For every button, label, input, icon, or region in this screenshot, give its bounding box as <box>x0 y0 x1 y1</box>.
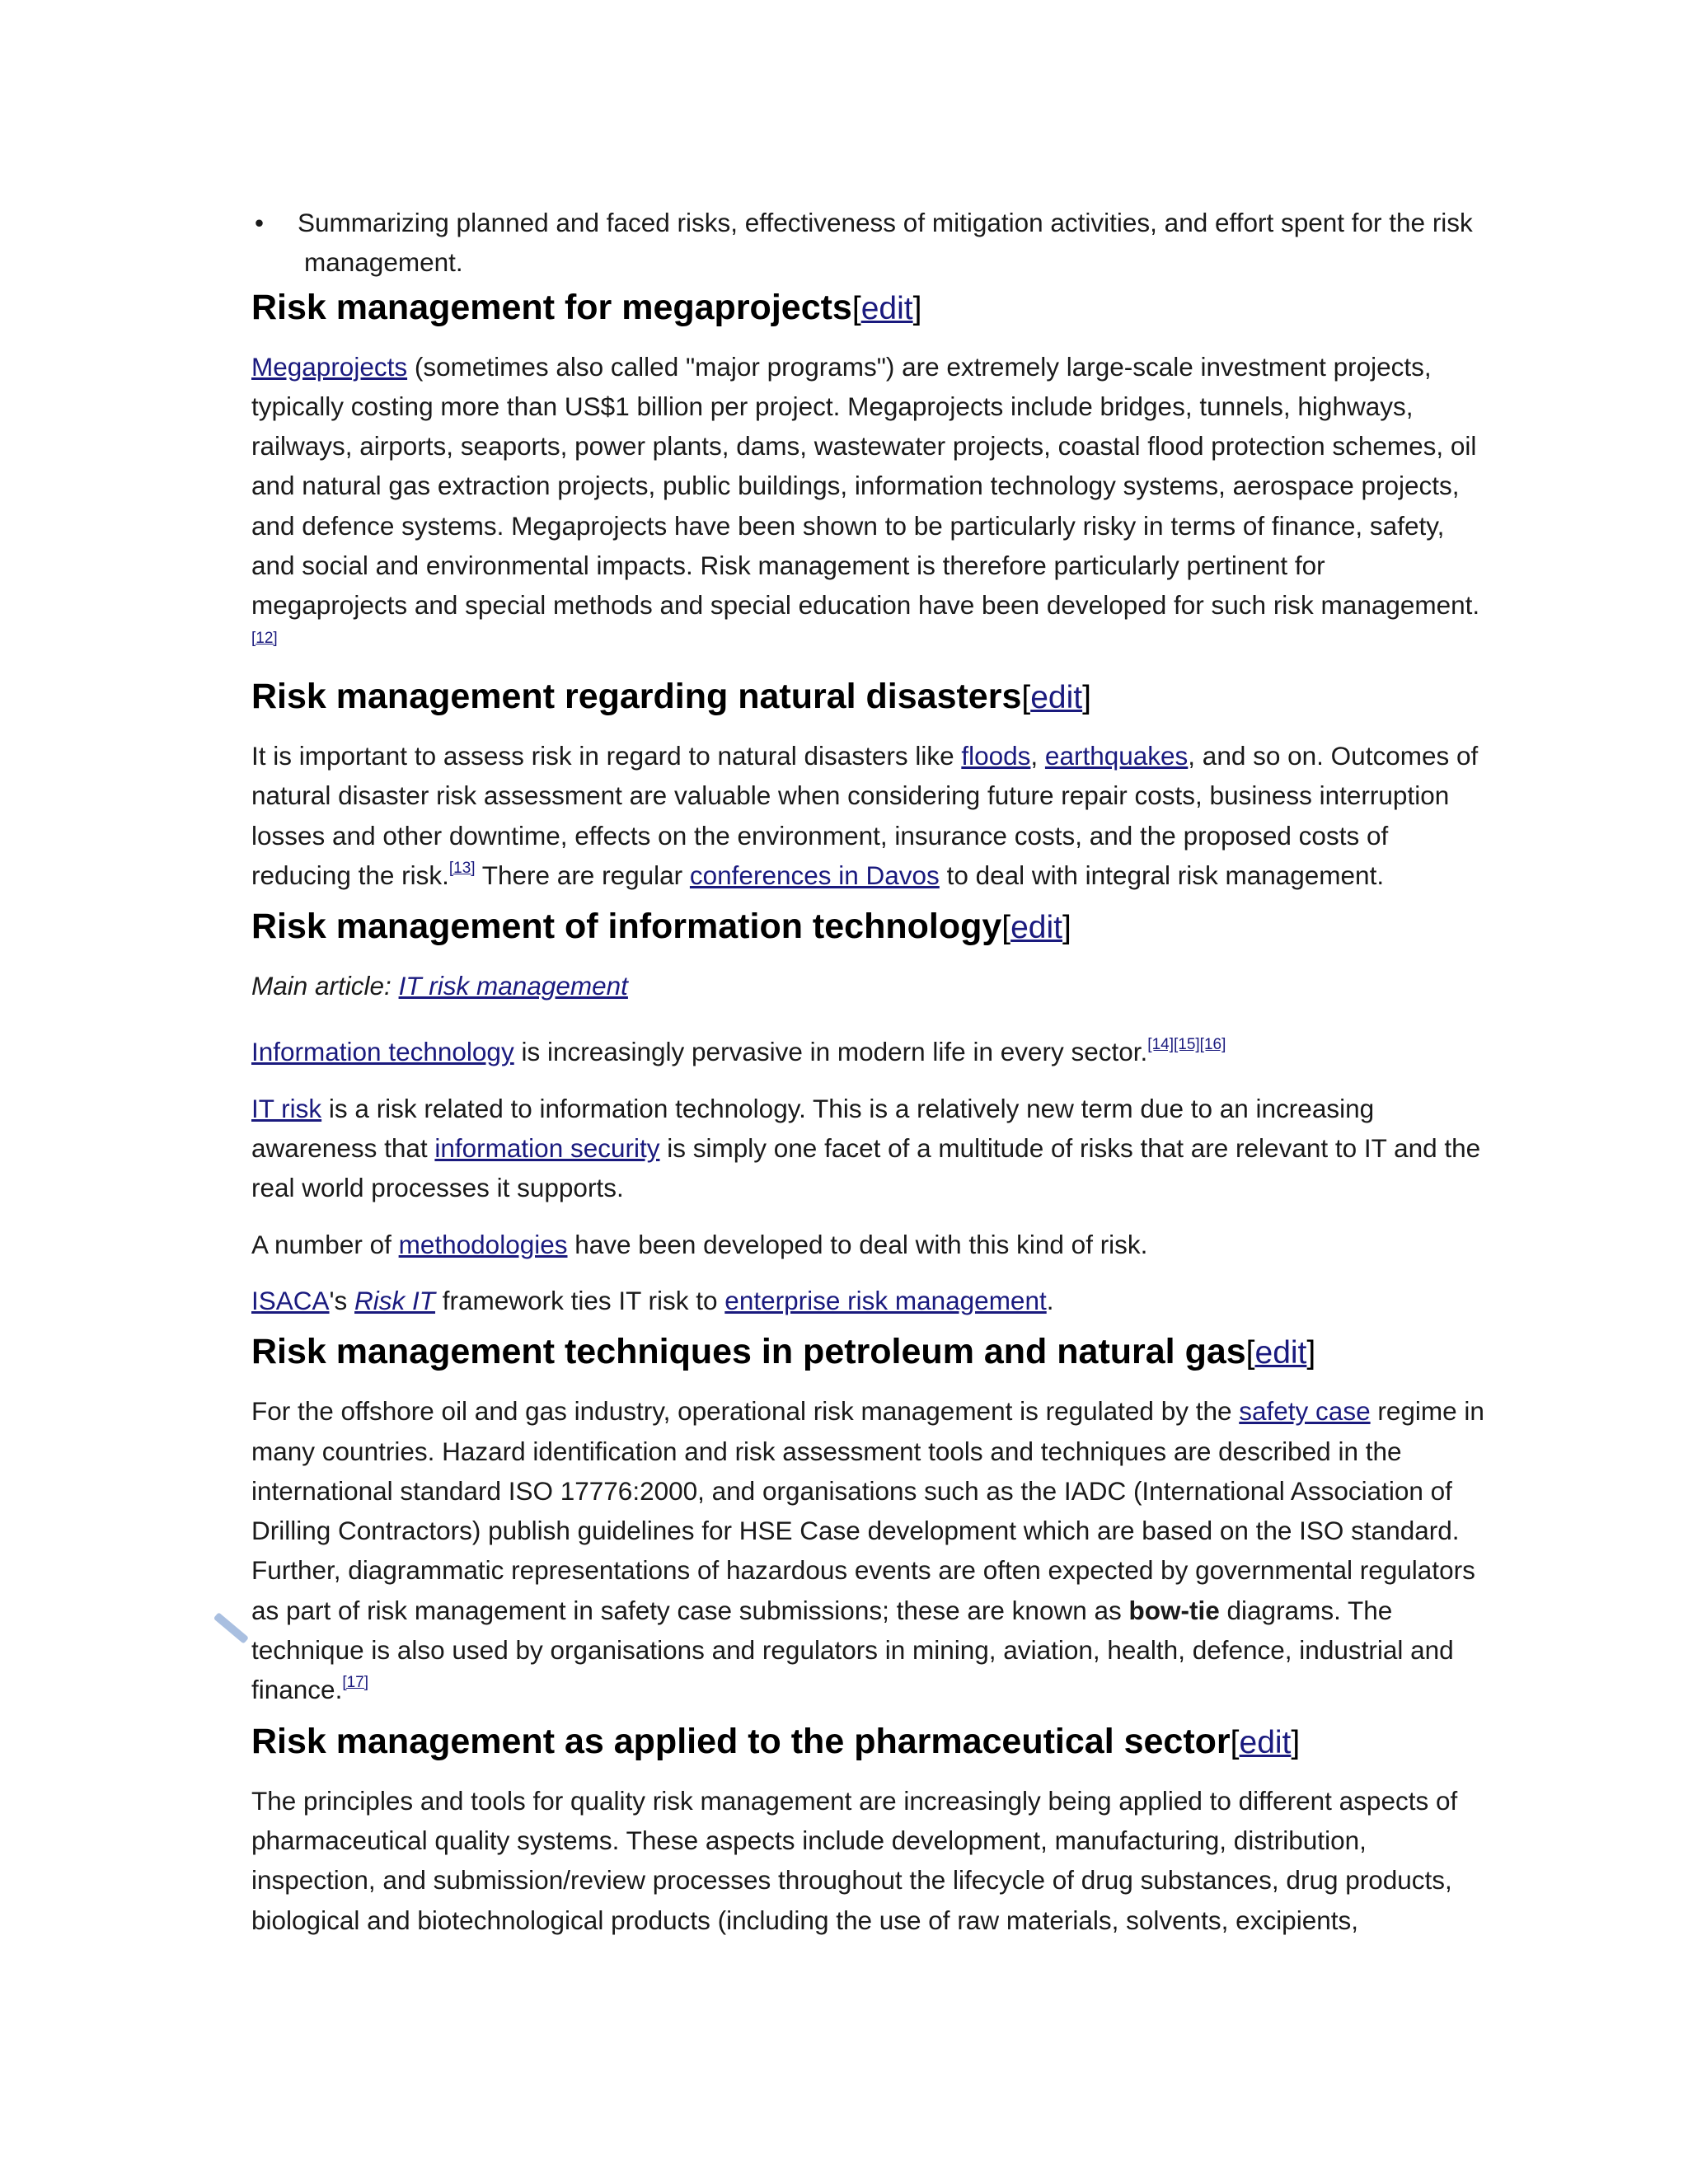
paragraph-it-risk: IT risk is a risk related to information technology. This is a relatively new term due to an increasing awareness that information security is simply one facet of a multitude of risks that are relevant to IT and the real world processes it supports. <box>251 1093 1481 1203</box>
paragraph-it-pervasive: Information technology is increasingly pervasive in modern life in every sector.[14][15][16] <box>251 1036 1226 1067</box>
ref-13[interactable]: [13] <box>448 859 476 877</box>
ref-17[interactable]: [17] <box>342 1674 369 1692</box>
paragraph-petroleum: For the offshore oil and gas industry, operational risk management is regulated by the safety case regime in many countries. Hazard identification and risk assessment tools and techniques are described in the international standard ISO 17776:2000, and organisations such as the IADC (International Association of Drilling Contractors) publish guidelines for HSE Case development which are based on the ISO standard. Further, diagrammatic representations of hazardous events are often expected by governmental regulators as part of risk management in safety case submissions; these are known as bow-tie diagrams. The technique is also used by organisations and regulators in mining, aviation, health, defence, industrial and finance.[17] <box>251 1396 1484 1705</box>
bold-bow-tie: bow-tie <box>1128 1595 1220 1625</box>
bullet-dot: • <box>255 208 265 237</box>
bullet-line-2: management. <box>304 247 463 278</box>
hatnote-main-article: Main article: IT risk management <box>251 971 628 1001</box>
link-it-risk-management[interactable]: IT risk management <box>398 971 628 1001</box>
bullet-line-1: Summarizing planned and faced risks, effectiveness of mitigation activities, and effort spent for the risk <box>298 208 1473 237</box>
heading-megaprojects-text: Risk management for megaprojects <box>251 287 852 327</box>
refs-14-15-16[interactable]: [14][15][16] <box>1147 1036 1226 1054</box>
link-megaprojects[interactable]: Megaprojects <box>251 351 408 382</box>
paragraph-methodologies: A number of methodologies have been developed to deal with this kind of risk. <box>251 1229 1148 1259</box>
heading-information-technology: Risk management of information technology[edit] <box>251 907 1071 947</box>
paragraph-megaprojects: Megaprojects (sometimes also called "major programs") are extremely large-scale investment projects, typically costing more than US$1 billion per project. Megaprojects include bridges, tunnels, highways, railways, airports, seaports, power plants, dams, wastewater projects, coastal flood protection schemes, oil and natural gas extraction projects, public buildings, information technology systems, aerospace projects, and defence systems. Megaprojects have been shown to be particularly risky in terms of finance, safety, and social and environmental impacts. Risk management is therefore particularly pertinent for megaprojects and special methods and special education have been developed for such risk management.[12] <box>251 351 1480 647</box>
link-floods[interactable]: floods <box>961 740 1031 771</box>
edit-link-megaprojects[interactable]: edit <box>860 290 913 326</box>
paragraph-isaca: ISACA's Risk IT framework ties IT risk to enterprise risk management. <box>251 1285 1054 1315</box>
link-conferences-in-davos[interactable]: conferences in Davos <box>689 860 940 890</box>
heading-natural-disasters: Risk management regarding natural disasters[edit] <box>251 676 1091 716</box>
link-isaca[interactable]: ISACA <box>251 1285 330 1315</box>
edit-link-information-technology[interactable]: edit <box>1010 910 1062 946</box>
link-information-security[interactable]: information security <box>434 1133 660 1164</box>
heading-megaprojects: Risk management for megaprojects[edit] <box>251 287 922 327</box>
paragraph-pharmaceutical: The principles and tools for quality risk management are increasingly being applied to different aspects of pharmaceutical quality systems. These aspects include development, manufacturing, distribution, inspection, and submission/review processes throughout the lifecycle of drug substances, drug products, biological and biotechnological products (including the use of raw materials, solvents, excipients, <box>251 1785 1458 1935</box>
bullet-item <box>251 203 1488 283</box>
link-enterprise-risk-management[interactable]: enterprise risk management <box>724 1285 1047 1315</box>
ref-12[interactable]: [12] <box>251 629 278 647</box>
edit-link-pharmaceutical[interactable]: edit <box>1239 1724 1292 1760</box>
link-risk-it[interactable]: Risk IT <box>354 1285 436 1315</box>
paragraph-natural-disasters: It is important to assess risk in regard to natural disasters like floods, earthquakes, and so on. Outcomes of natural disaster risk assessment are valuable when considering future repair costs, business interruption losses and other downtime, effects on the environment, insurance costs, and the proposed costs of reducing the risk.[13] There are regular conferences in Davos to deal with integral risk management. <box>251 740 1479 890</box>
link-safety-case[interactable]: safety case <box>1239 1396 1371 1427</box>
link-information-technology[interactable]: Information technology <box>251 1037 514 1067</box>
document-page <box>251 203 1488 1940</box>
edit-link-natural-disasters[interactable]: edit <box>1030 679 1083 715</box>
heading-pharmaceutical: Risk management as applied to the pharmaceutical sector[edit] <box>251 1721 1301 1761</box>
heading-petroleum: Risk management techniques in petroleum and natural gas[edit] <box>251 1332 1316 1372</box>
link-it-risk[interactable]: IT risk <box>251 1093 322 1123</box>
link-earthquakes[interactable]: earthquakes <box>1044 740 1189 771</box>
highlighter-mark-icon <box>213 1612 249 1644</box>
edit-link-petroleum[interactable]: edit <box>1254 1335 1307 1371</box>
link-methodologies[interactable]: methodologies <box>398 1229 568 1259</box>
